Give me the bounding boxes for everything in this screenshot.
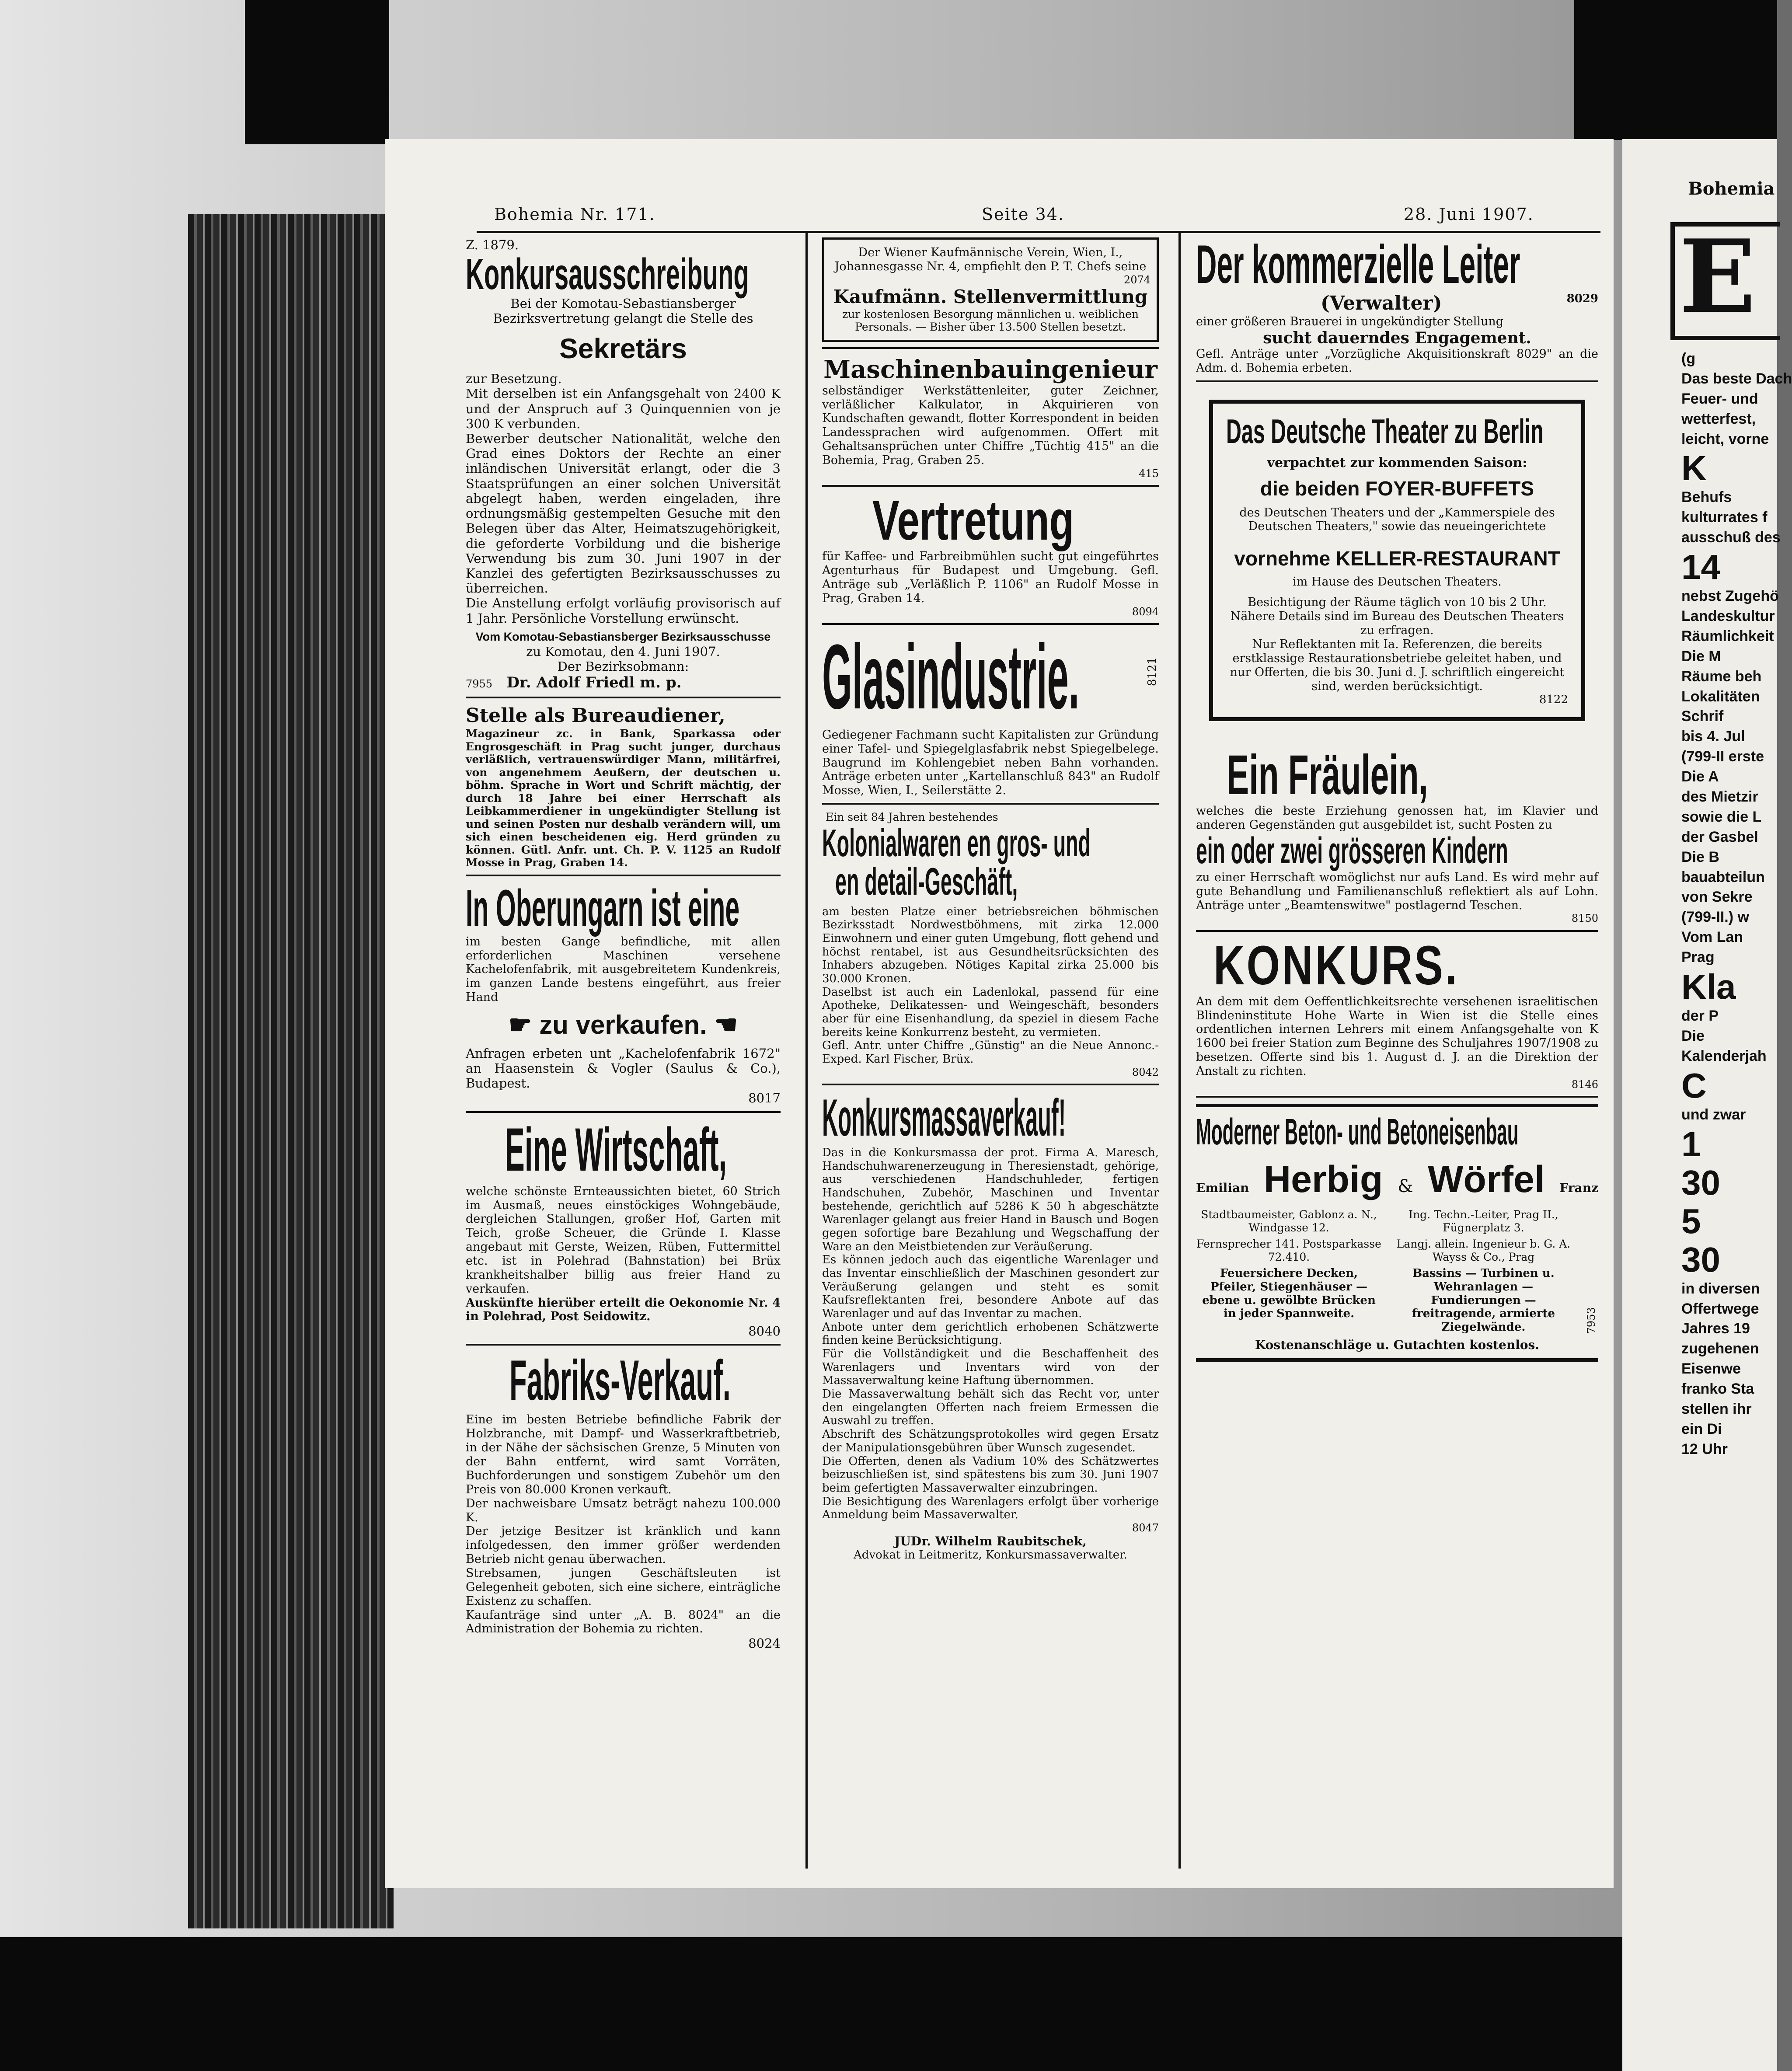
header-rule <box>477 231 1600 233</box>
facing-line: Lokalitäten <box>1681 688 1760 705</box>
ad-title: Eine Wirtschaft, <box>505 1115 727 1184</box>
ad-p1: Das in die Konkursmassa der prot. Firma A. Maresch, Handschuhwarenerzeugung in Theresienstadt, gehörige, aus verschiedenen Handschuhleder, fertigen Handschuhen, Zubehör, Maschinen und Inventar bestehende, gerichtlich auf 5286 K 50 h abgeschätzte Warenlager gelangt aus freier Hand in Bausch und Bogen gegen sofortige bare Bezahlung und Wegschaffung der Ware an den Meistbietenden zur Veräußerung. <box>822 1146 1159 1253</box>
ad-sale-text: zu verkaufen. <box>539 1010 707 1039</box>
ad-p6: Abschrift des Schätzungsprotokolles wird gegen Ersatz der Manipulationsgebühren über Wunsch zugesendet. <box>822 1428 1159 1454</box>
ad-num: 415 <box>1139 467 1159 480</box>
ad-text3: Besichtigung der Räume täglich von 10 bis 2 Uhr. Nähere Details sind im Bureau des Deutschen Theaters zu erfragen. <box>1230 596 1564 638</box>
ad-name2: Wörfel <box>1428 1158 1545 1201</box>
facing-line: der P <box>1681 1008 1719 1025</box>
ad-item2: vornehme KELLER-RESTAURANT <box>1234 547 1560 570</box>
ad-kolonialwaren <box>822 811 1159 1085</box>
facing-line: Räume beh <box>1681 668 1762 685</box>
ad-signature: Dr. Adolf Friedl m. p. <box>506 674 682 692</box>
ad-num: 8146 <box>1571 1078 1598 1091</box>
ad-title: Fabriks-Verkauf. <box>509 1348 731 1412</box>
facing-line: bis 4. Jul <box>1681 728 1745 745</box>
facing-line: Schrif <box>1681 708 1724 725</box>
ad-sub: verpachtet zur kommenden Saison: <box>1267 455 1527 471</box>
ad-num: 8042 <box>1132 1066 1159 1078</box>
facing-line: Offertwege <box>1681 1300 1759 1317</box>
headline-wrap <box>822 625 1159 728</box>
facing-line: von Sekre <box>1681 889 1753 906</box>
ad-kommerzieller-leiter <box>1196 234 1598 382</box>
facing-line: C <box>1681 1066 1707 1105</box>
facing-line: bauabteilun <box>1681 868 1765 886</box>
ad-box <box>822 237 1159 342</box>
ad-text: selbständiger Werkstättenleiter, guter Zeichner, verläßlicher Kalkulator, in Akquirieren von Kundschaften gewandt, flotter Korrespondent in beiden Landessprachen wird aufgenommen. Offert mit Gehaltsansprüchen unter Chiffre „Tüchtig 415" an die Bohemia, Prag, Graben 25. <box>822 384 1159 467</box>
ad-p1: zur Besetzung. <box>466 371 562 387</box>
ad-text: am besten Platze einer betriebsreichen böhmischen Bezirksstadt Nordwestböhmens, mit zirka 12.000 Einwohnern und einer guten Umgebung, flott gehend und höchst rentabel, ist aus Gesundheitsrücksichten des Inhabers abzugeben. Nötiges Kapital zirka 25.000 bis 30.000 Kronen. <box>822 905 1159 986</box>
ad-from: Vom Komotau-Sebastiansberger Bezirksausschusse <box>475 630 771 643</box>
ad-text2: zu einer Herrschaft womöglichst nur aufs Land. Es wird mehr auf gute Behandlung und Familienanschluß reflektiert als auf Lohn. Anträge unter „Beamtenswitwe" postlagernd Teschen. <box>1196 870 1598 912</box>
ad-bureaudiener <box>466 704 781 876</box>
ad-text: für Kaffee- und Farbreibmühlen sucht gut eingeführtes Agenturhaus für Budapest und Umgebung. Gefl. Anträge sub „Verläßlich P. 1106" an Rudolf Mosse in Prag, Graben 14. <box>822 550 1159 605</box>
ad-text: Gediegener Fachmann sucht Kapitalisten zur Gründung einer Tafel- und Spiegelglasfabrik nebst Spiegelbelege. Baugrund im Kohlengebiet neben Bahn vorhanden. Anträge erbeten unter „Kartellanschluß 843" an Rudolf Mosse, Wien, I., Seilerstätte 2. <box>822 728 1159 798</box>
ad-p4: Strebsamen, jungen Geschäftsleuten ist Gelegenheit geboten, sich eine sichere, einträgliche Existenz zu schaffen. <box>466 1566 781 1608</box>
ad-num: 2074 <box>1123 273 1151 286</box>
ad-l2: Fernsprecher 141. Postsparkasse 72.410. <box>1196 1238 1381 1263</box>
ad-betonbau <box>1196 1104 1598 1361</box>
headline-wrap <box>466 879 781 937</box>
ad-contact: Anfragen erbeten unt „Kachelofenfabrik 1672" an Haasenstein & Vogler (Saulus & Co.), Budapest. <box>466 1046 781 1091</box>
hand-icon: ☚ <box>707 1010 738 1039</box>
ad-glasindustrie <box>822 625 1159 805</box>
ad-text: welches die beste Erziehung genossen hat, im Klavier und anderen Gegenständen gut ausgebildet ist, sucht Posten zu <box>1196 804 1598 832</box>
facing-line: franko Sta <box>1681 1381 1754 1398</box>
facing-line: Die B <box>1681 848 1719 865</box>
ad-title2: en detail-Geschäft, <box>835 859 1018 903</box>
facing-header: Bohemia <box>1688 178 1775 199</box>
ad-text4: Nur Reflektanten mit Ia. Referenzen, die bereits erstklassige Restaurationsbetriebe geleitet haben, und nur Offerten, die bis 30. Juni d. J. schriftlich eingereicht sind, werden berücksichtigt. <box>1230 638 1565 693</box>
column-rule-2 <box>1178 233 1181 1869</box>
facing-line: Vom Lan <box>1681 929 1743 946</box>
ad-p3: Der jetzige Besitzer ist kränklich und kann infolgedessen, den immer größer werdenden Betrieb nicht genau überwachen. <box>466 1524 781 1566</box>
ad-deutsches-theater <box>1209 400 1585 721</box>
ad-sig-title: Der Bezirksobmann: <box>557 659 689 674</box>
ad-text: im besten Gange befindliche, mit allen erforderlichen Maschinen versehene Kachelofenfabrik, mit ausgebreitetem Kundenkreis, im ganzen Lande bestens eingeführt, aus freier Hand <box>466 934 781 1004</box>
ad-p3: Bewerber deutscher Nationalität, welche den Grad eines Doktors der Rechte an einer inländischen Universität erlangt, oder die 3 Staatsprüfungen an einer solchen Universität abgelegt haben, werden eingeladen, ihre ordnungsmäßig gestempelten Gesuche mit den Belegen über das Alter, Heimatszugehörigkeit, die geforderte Vorbildung und die bisherige Verwendung bis zum 30. Juni 1907 in der Kanzlei des gefertigten Bezirksausschusses zu überreichen. <box>466 431 781 596</box>
headline-wrap <box>822 821 1159 865</box>
ad-text: An dem mit dem Oeffentlichkeitsrechte versehenen israelitischen Blindeninstitute Hohe Warte in Wien ist die Stelle eines ordentlichen internen Lehrers mit einem Anfangsgehalte von K 1600 bei freier Station zum Beginne des Schuljahres 1907/1908 zu besetzen. Offerte sind bis 1. August d. J. an die Direktion der Anstalt zu richten. <box>1196 994 1598 1078</box>
ad-contact: Auskünfte hierüber erteilt die Oekonomie Nr. 4 in Polehrad, Post Seidowitz. <box>466 1296 781 1324</box>
ad-contact: Gefl. Antr. unter Chiffre „Günstig" an die Neue Annonc.-Exped. Karl Fischer, Brüx. <box>822 1039 1159 1066</box>
headline-wrap <box>822 1088 1159 1147</box>
headline-wrap <box>1196 744 1598 807</box>
ad-first1: Emilian <box>1196 1181 1249 1196</box>
scan-dark-bottom <box>0 1937 1622 2071</box>
ad-num: 8047 <box>1132 1521 1159 1534</box>
ad-num: 8017 <box>748 1091 781 1106</box>
facing-line: leicht, vorne <box>1681 430 1769 447</box>
ad-p7: Die Offerten, denen als Vadium 10% des Schätzwertes beizuschließen ist, sind spätestens bis zum 30. Juni 1907 beim gefertigten Massaverwalter einzubringen. <box>822 1454 1159 1495</box>
ad-title: Maschinenbauingenieur <box>823 355 1157 384</box>
ad-p3: Anbote unter dem gerichtlich erhobenen Schätzwerte finden keine Berücksichtigung. <box>822 1320 1159 1347</box>
facing-line: Landeskultur <box>1681 608 1775 625</box>
beton-details <box>1196 1208 1598 1334</box>
ad-num: 8029 <box>1566 292 1598 305</box>
ad-p1: Eine im besten Betriebe befindliche Fabrik der Holzbranche, mit Dampf- und Wasserkraftbetrieb, in der Nähe der sächsischen Grenze, 5 Minuten von der Bahn entfernt, wird samt Vorräten, Buchforderungen und sonstigem Zubehör um den Preis von 80.000 Kronen verkauft. <box>466 1413 781 1496</box>
ad-num: 7955 <box>466 678 493 690</box>
facing-line: ausschuß des <box>1681 529 1781 546</box>
ad-fabriks-verkauf <box>466 1348 781 1651</box>
facing-line: Räumlichkeit <box>1681 628 1774 645</box>
ad-title: Stelle als Bureaudiener, <box>466 704 725 727</box>
beton-right <box>1391 1208 1576 1334</box>
facing-page-fragment <box>1622 139 1792 2071</box>
ad-r3: Bassins — Turbinen u. Wehranlagen — Fundierungen — freitragende, armierte Ziegelwände. <box>1412 1267 1555 1334</box>
facing-line: (g <box>1681 350 1696 367</box>
ad-item1: die beiden FOYER-BUFFETS <box>1260 477 1534 500</box>
facing-line: ein Di <box>1681 1420 1722 1437</box>
ad-oberungarn <box>466 879 781 1113</box>
ad-sig2: Advokat in Leitmeritz, Konkursmassaverwalter. <box>854 1548 1127 1562</box>
ad-konkursmasse <box>822 1088 1159 1562</box>
scan-dark-right-top <box>1574 0 1777 140</box>
ad-num: 8094 <box>1132 605 1159 618</box>
facing-line: in diversen <box>1681 1280 1760 1297</box>
facing-line: (799-II erste <box>1681 748 1764 765</box>
ad-konkursausschreibung <box>466 237 781 698</box>
headline-wrap <box>466 250 781 299</box>
ad-title: In Oberungarn ist eine <box>466 879 740 937</box>
beton-names <box>1196 1158 1598 1201</box>
facing-line: wetterfest, <box>1681 410 1756 427</box>
ad-title: Der kommerzielle Leiter <box>1196 234 1520 295</box>
headline-wrap <box>466 1115 781 1185</box>
ad-title: Moderner Beton- und Betoneisenbau <box>1196 1111 1519 1153</box>
headline-wrap <box>822 489 1159 552</box>
ad-num: 8122 <box>1539 693 1568 707</box>
facing-line: Die A <box>1681 768 1719 785</box>
ad-num: 8040 <box>748 1324 781 1339</box>
ad-text: welche schönste Ernteaussichten bietet, 60 Strich im Ausmaß, neues einstöckiges Wohngebäude, dergleichen Stallungen, großer Hof, Garten mit Teich, große Scheuer, die Gründe I. Klasse angebaut mit Gerste, Weizen, Rüben, Futtermittel etc. ist in Polehrad (Bahnstation) bei Brüx krankheitshalber billig aus freier Hand zu verkaufen. <box>466 1184 781 1296</box>
ad-pre: Ein seit 84 Jahren bestehendes <box>826 811 998 824</box>
facing-line: Kla <box>1681 967 1736 1007</box>
ad-sub: zur kostenlosen Besorgung männlichen u. weiblichen Personals. — Bisher über 13.500 Stellen besetzt. <box>842 307 1139 334</box>
facing-line: Jahres 19 <box>1681 1320 1750 1337</box>
facing-line: und zwar <box>1681 1106 1746 1123</box>
ad-p5: Kaufanträge sind unter „A. B. 8024" an die Administration der Bohemia zu richten. <box>466 1608 781 1636</box>
ad-title: Glasindustrie. <box>822 625 1080 728</box>
facing-line: K <box>1681 449 1707 488</box>
header-center: Seite 34. <box>982 205 1064 224</box>
ad-title: Vertretung <box>872 489 1074 552</box>
facing-line: 30 <box>1681 1240 1720 1279</box>
ad-sub <box>1196 292 1598 315</box>
ad-intro: Bei der Komotau-Sebastiansberger Bezirksvertretung gelangt die Stelle des <box>493 296 753 326</box>
ad-r1: Ing. Techn.-Leiter, Prag II., Fügnerplatz 3. <box>1408 1208 1558 1234</box>
ad-vertretung <box>822 489 1159 625</box>
ad-foot: Kostenanschläge u. Gutachten kostenlos. <box>1255 1337 1540 1352</box>
facing-line: Prag <box>1681 949 1715 966</box>
scan-dark-left-top <box>245 0 389 144</box>
ad-p2: Der nachweisbare Umsatz beträgt nahezu 100.000 K. <box>466 1496 781 1524</box>
ad-p2: Es können jedoch auch das eigentliche Warenlager und das Inventar einschließlich der Maschinen gesondert zur Veräußerung gelangen und steht es somit Kaufsreflektanten frei, besondere Anbote auf das Warenlager und auf das Inventar zu machen. <box>822 1253 1159 1321</box>
ad-maschinenbau <box>822 355 1159 487</box>
column-rule-1 <box>805 233 808 1869</box>
hand-icon: ☛ <box>508 1010 540 1039</box>
ad-p4: Die Anstellung erfolgt vorläufig provisorisch auf 1 Jahr. Persönliche Vorstellung erwünscht. <box>466 596 781 626</box>
facing-line: Behufs <box>1681 489 1732 506</box>
ad-first2: Franz <box>1559 1181 1598 1196</box>
facing-line: 14 <box>1681 547 1720 587</box>
facing-line: des Mietzir <box>1681 788 1758 805</box>
ad-bold: sucht dauerndes Engagement. <box>1263 328 1531 347</box>
ad-contact: Gefl. Anträge unter „Vorzügliche Akquisitionskraft 8029" an die Adm. d. Bohemia erbeten. <box>1196 347 1598 375</box>
headline-wrap <box>822 859 1159 903</box>
facing-line: der Gasbel <box>1681 828 1758 845</box>
ad-sig: JUDr. Wilhelm Raubitschek, <box>894 1534 1087 1549</box>
ad-ref: Z. 1879. <box>466 237 519 252</box>
ad-p4: Für die Vollständigkeit und die Beschaffenheit des Warenlagers und Inventars wird von der Massaverwaltung keine Haftung übernommen. <box>822 1347 1159 1388</box>
facing-line: 1 <box>1681 1124 1701 1164</box>
facing-line: zugehenen <box>1681 1340 1759 1357</box>
ad-p2: Mit derselben ist ein Anfangsgehalt von 2400 K und der Anspruch auf 3 Quinquennien von je 300 K verbunden. <box>466 386 781 431</box>
facing-line: Feuer- und <box>1681 390 1758 407</box>
ad-konkurs-blinden <box>1196 934 1598 1098</box>
headline-wrap <box>466 1348 781 1413</box>
ad-title: Das Deutsche Theater zu Berlin <box>1226 411 1544 450</box>
newspaper-page <box>385 139 1614 1888</box>
ad-title: Konkursmassaverkauf! <box>822 1088 1066 1147</box>
ad-text: Der Wiener Kaufmännische Verein, Wien, I., Johannesgasse Nr. 4, empfiehlt den P. T. Chefs seine <box>834 246 1147 273</box>
ad-side-num: 7953 <box>1585 1307 1597 1334</box>
book-page-edges <box>188 214 394 1928</box>
facing-line: Kalenderjah <box>1681 1047 1767 1064</box>
beton-left <box>1196 1208 1382 1334</box>
ad-text2: im Hause des Deutschen Theaters. <box>1293 575 1502 589</box>
column-1 <box>466 237 781 1651</box>
facing-line: stellen ihr <box>1681 1400 1752 1417</box>
ad-p2: Daselbst ist auch ein Ladenlokal, passend für eine Apotheke, Delikatessen- und Weingeschäft, besonders aber für eine Eisenhandlung, da speziel in diesem Fache bereits keine Konkurrenz besteht, zu vermieten. <box>822 985 1159 1039</box>
ad-title: KONKURS. <box>1213 934 1459 996</box>
ad-num: 8024 <box>748 1636 781 1651</box>
ad-p8: Die Besichtigung des Warenlagers erfolgt über vorherige Anmeldung beim Massaverwalter. <box>822 1495 1159 1522</box>
ad-text: einer größeren Brauerei in ungekündigter Stellung <box>1196 314 1504 328</box>
facing-line: 30 <box>1681 1163 1720 1202</box>
facing-line: kulturrates f <box>1681 509 1768 526</box>
facing-line: sowie die L <box>1681 808 1762 825</box>
facing-logo-box <box>1670 218 1780 340</box>
ad-r2: Langj. allein. Ingenieur b. G. A. Wayss & Co., Prag <box>1396 1238 1571 1263</box>
ad-post: Sekretärs <box>559 332 687 364</box>
headline-wrap <box>1196 934 1598 996</box>
ad-l3: Feuersichere Decken, Pfeiler, Stiegenhäuser — ebene u. gewölbte Brücken in jeder Spannweite. <box>1202 1267 1376 1321</box>
ad-wiener-verein <box>822 237 1159 349</box>
facing-line: nebst Zugehö <box>1681 588 1779 605</box>
facing-line: 5 <box>1681 1201 1701 1241</box>
ad-p5: Die Massaverwaltung behält sich das Recht vor, unter den eingelangten Offerten nach freiem Ermessen die Auswahl zu treffen. <box>822 1388 1159 1428</box>
facing-line: Das beste Dach <box>1681 370 1792 387</box>
facing-line: Eisenwe <box>1681 1360 1741 1377</box>
headline-wrap <box>1196 832 1598 871</box>
ad-sub-text: (Verwalter) <box>1321 292 1442 314</box>
ad-wirtschaft <box>466 1115 781 1346</box>
ad-l1: Stadtbaumeister, Gablonz a. N., Windgasse 12. <box>1201 1208 1377 1234</box>
header-right: 28. Juni 1907. <box>1404 205 1534 224</box>
ad-text1: des Deutschen Theaters und der „Kammerspiele des Deutschen Theaters," sowie das neueingerichtete <box>1239 506 1555 533</box>
ad-amp: & <box>1398 1176 1413 1197</box>
ad-box <box>1209 400 1585 721</box>
facing-logo-letter: E <box>1679 218 1756 336</box>
ad-title2: ein oder zwei grösseren Kindern <box>1196 830 1508 871</box>
ad-title: Kaufmänn. Stellenvermittlung <box>833 286 1148 308</box>
ad-name1: Herbig <box>1264 1158 1383 1201</box>
header-left: Bohemia Nr. 171. <box>494 205 655 224</box>
ad-title: Konkursausschreibung <box>466 250 749 299</box>
ad-num: 8150 <box>1571 912 1598 925</box>
ad-text: Magazineur zc. in Bank, Sparkassa oder Engrosgeschäft in Prag sucht junger, durchaus verläßlich, vertrauenswürdiger Mann, militärfrei, von angenehmem Aeußern, der deutschen u. böhm. Sprache in Wort und Schrift mächtig, der durch 18 Jahre bei einer Herrschaft als Leibkammerdiener in ungekündigter Stellung ist und seinen Posten nur deshalb verändern will, um sich einen bescheidenen eig. Herd gründen zu können. Gütl. Anfr. unt. Ch. P. V. 1125 an Rudolf Mosse in Prag, Graben 14. <box>466 727 781 869</box>
facing-line: Die <box>1681 1027 1705 1044</box>
column-2 <box>822 237 1159 1562</box>
facing-line: 12 Uhr <box>1681 1440 1728 1457</box>
ad-sale <box>466 1010 781 1041</box>
headline-wrap <box>1226 411 1568 450</box>
ad-title1: Kolonialwaren en gros- und <box>822 821 1091 865</box>
ad-title: Ein Fräulein, <box>1227 744 1428 807</box>
ad-date: zu Komotau, den 4. Juni 1907. <box>526 644 720 659</box>
facing-line: (799-II.) w <box>1681 909 1749 926</box>
ad-fraeulein <box>1196 744 1598 932</box>
headline-wrap <box>1196 1113 1598 1151</box>
column-3 <box>1196 234 1598 1362</box>
headline-wrap <box>1196 234 1598 295</box>
facing-line: Die M <box>1681 648 1721 665</box>
facing-text-lines <box>1681 349 1792 1460</box>
ad-side-num: 8121 <box>1146 657 1159 687</box>
